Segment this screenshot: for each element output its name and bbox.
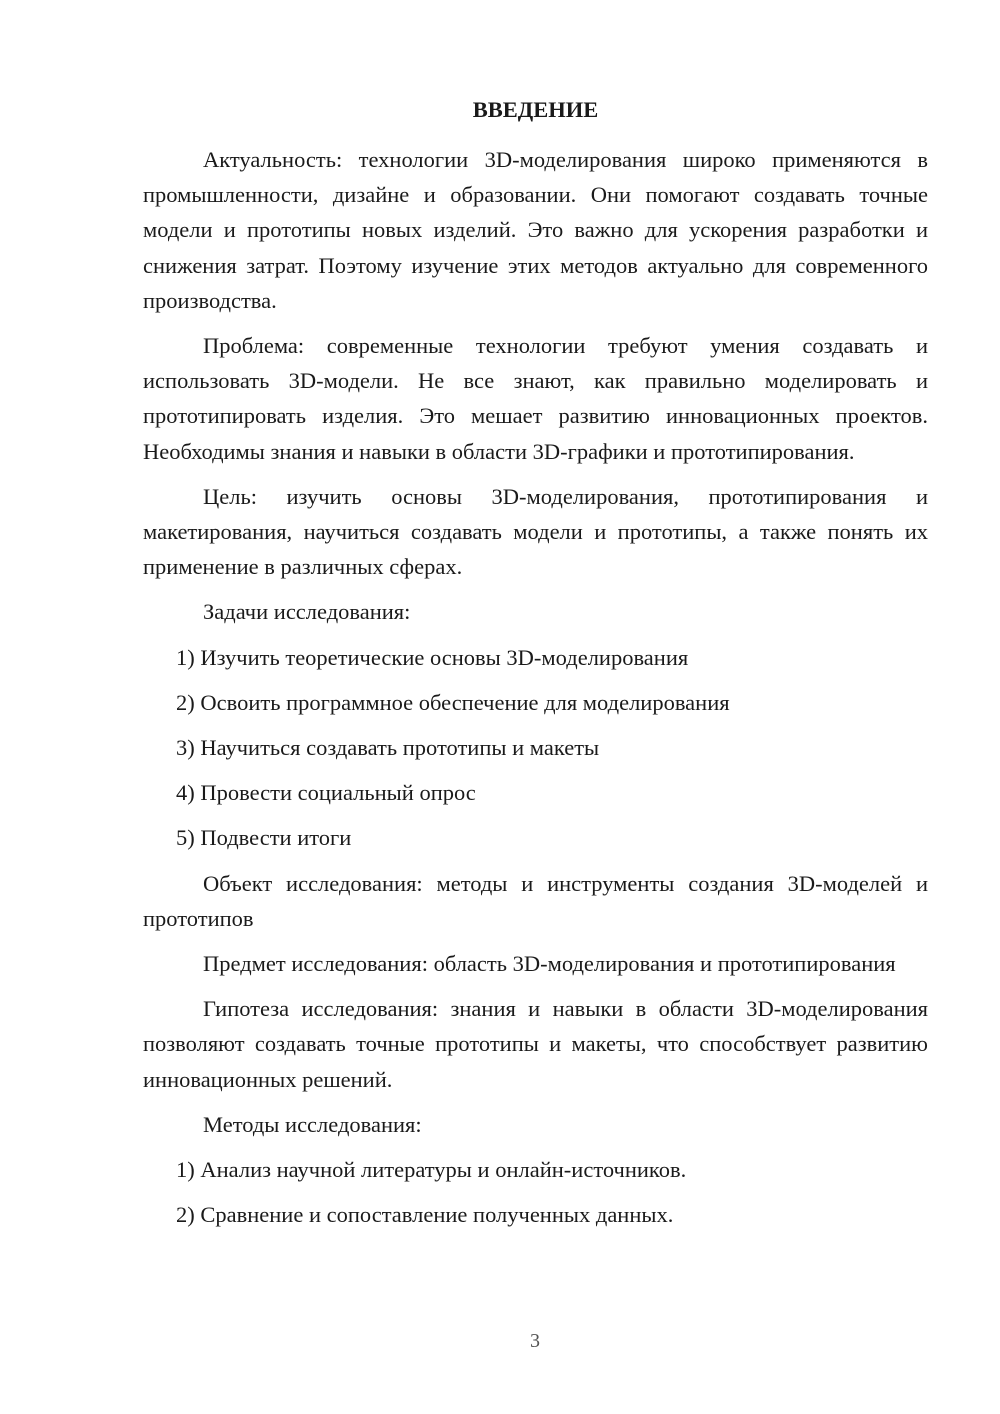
section-heading: ВВЕДЕНИЕ bbox=[472, 97, 599, 122]
task-item: 5) Подвести итоги bbox=[176, 825, 352, 851]
task-item: 4) Провести социальный опрос bbox=[176, 780, 476, 806]
document-page bbox=[143, 92, 928, 1242]
page-number: 3 bbox=[530, 1330, 540, 1352]
method-item: 1) Анализ научной литературы и онлайн-источников. bbox=[176, 1157, 687, 1183]
task-item: 3) Научиться создавать прототипы и макеты bbox=[176, 735, 600, 761]
problem-paragraph: Проблема: современные технологии требуют умения создавать и использовать 3D-модели. Не все знают, как правильно моделировать и прототипировать изделия. Это мешает развитию инновационных проектов. Необходимы знания и навыки в области 3D-графики и прототипирования. bbox=[143, 333, 928, 464]
task-item: 1) Изучить теоретические основы 3D-моделирования bbox=[176, 644, 689, 670]
relevance-paragraph: Актуальность: технологии 3D-моделирования широко применяются в промышленности, дизайне и образовании. Они помогают создавать точные модели и прототипы новых изделий. Это важно для ускорения разработки и снижения затрат. Поэтому изучение этих методов актуально для современного производства. bbox=[143, 147, 928, 313]
goal-paragraph: Цель: изучить основы 3D-моделирования, прототипирования и макетирования, научиться создавать модели и прототипы, а также понять их применение в различных сферах. bbox=[143, 483, 928, 580]
object-paragraph: Объект исследования: методы и инструменты создания 3D-моделей и прототипов bbox=[143, 870, 928, 931]
task-item: 2) Освоить программное обеспечение для моделирования bbox=[176, 689, 730, 715]
methods-label: Методы исследования: bbox=[203, 1111, 422, 1137]
subject-paragraph: Предмет исследования: область 3D-моделирования и прототипирования bbox=[203, 951, 896, 977]
method-item: 2) Сравнение и сопоставление полученных данных. bbox=[176, 1202, 674, 1228]
tasks-label: Задачи исследования: bbox=[203, 599, 411, 625]
hypothesis-paragraph: Гипотеза исследования: знания и навыки в области 3D-моделирования позволяют создавать точные прототипы и макеты, что способствует развитию инновационных решений. bbox=[143, 996, 928, 1092]
